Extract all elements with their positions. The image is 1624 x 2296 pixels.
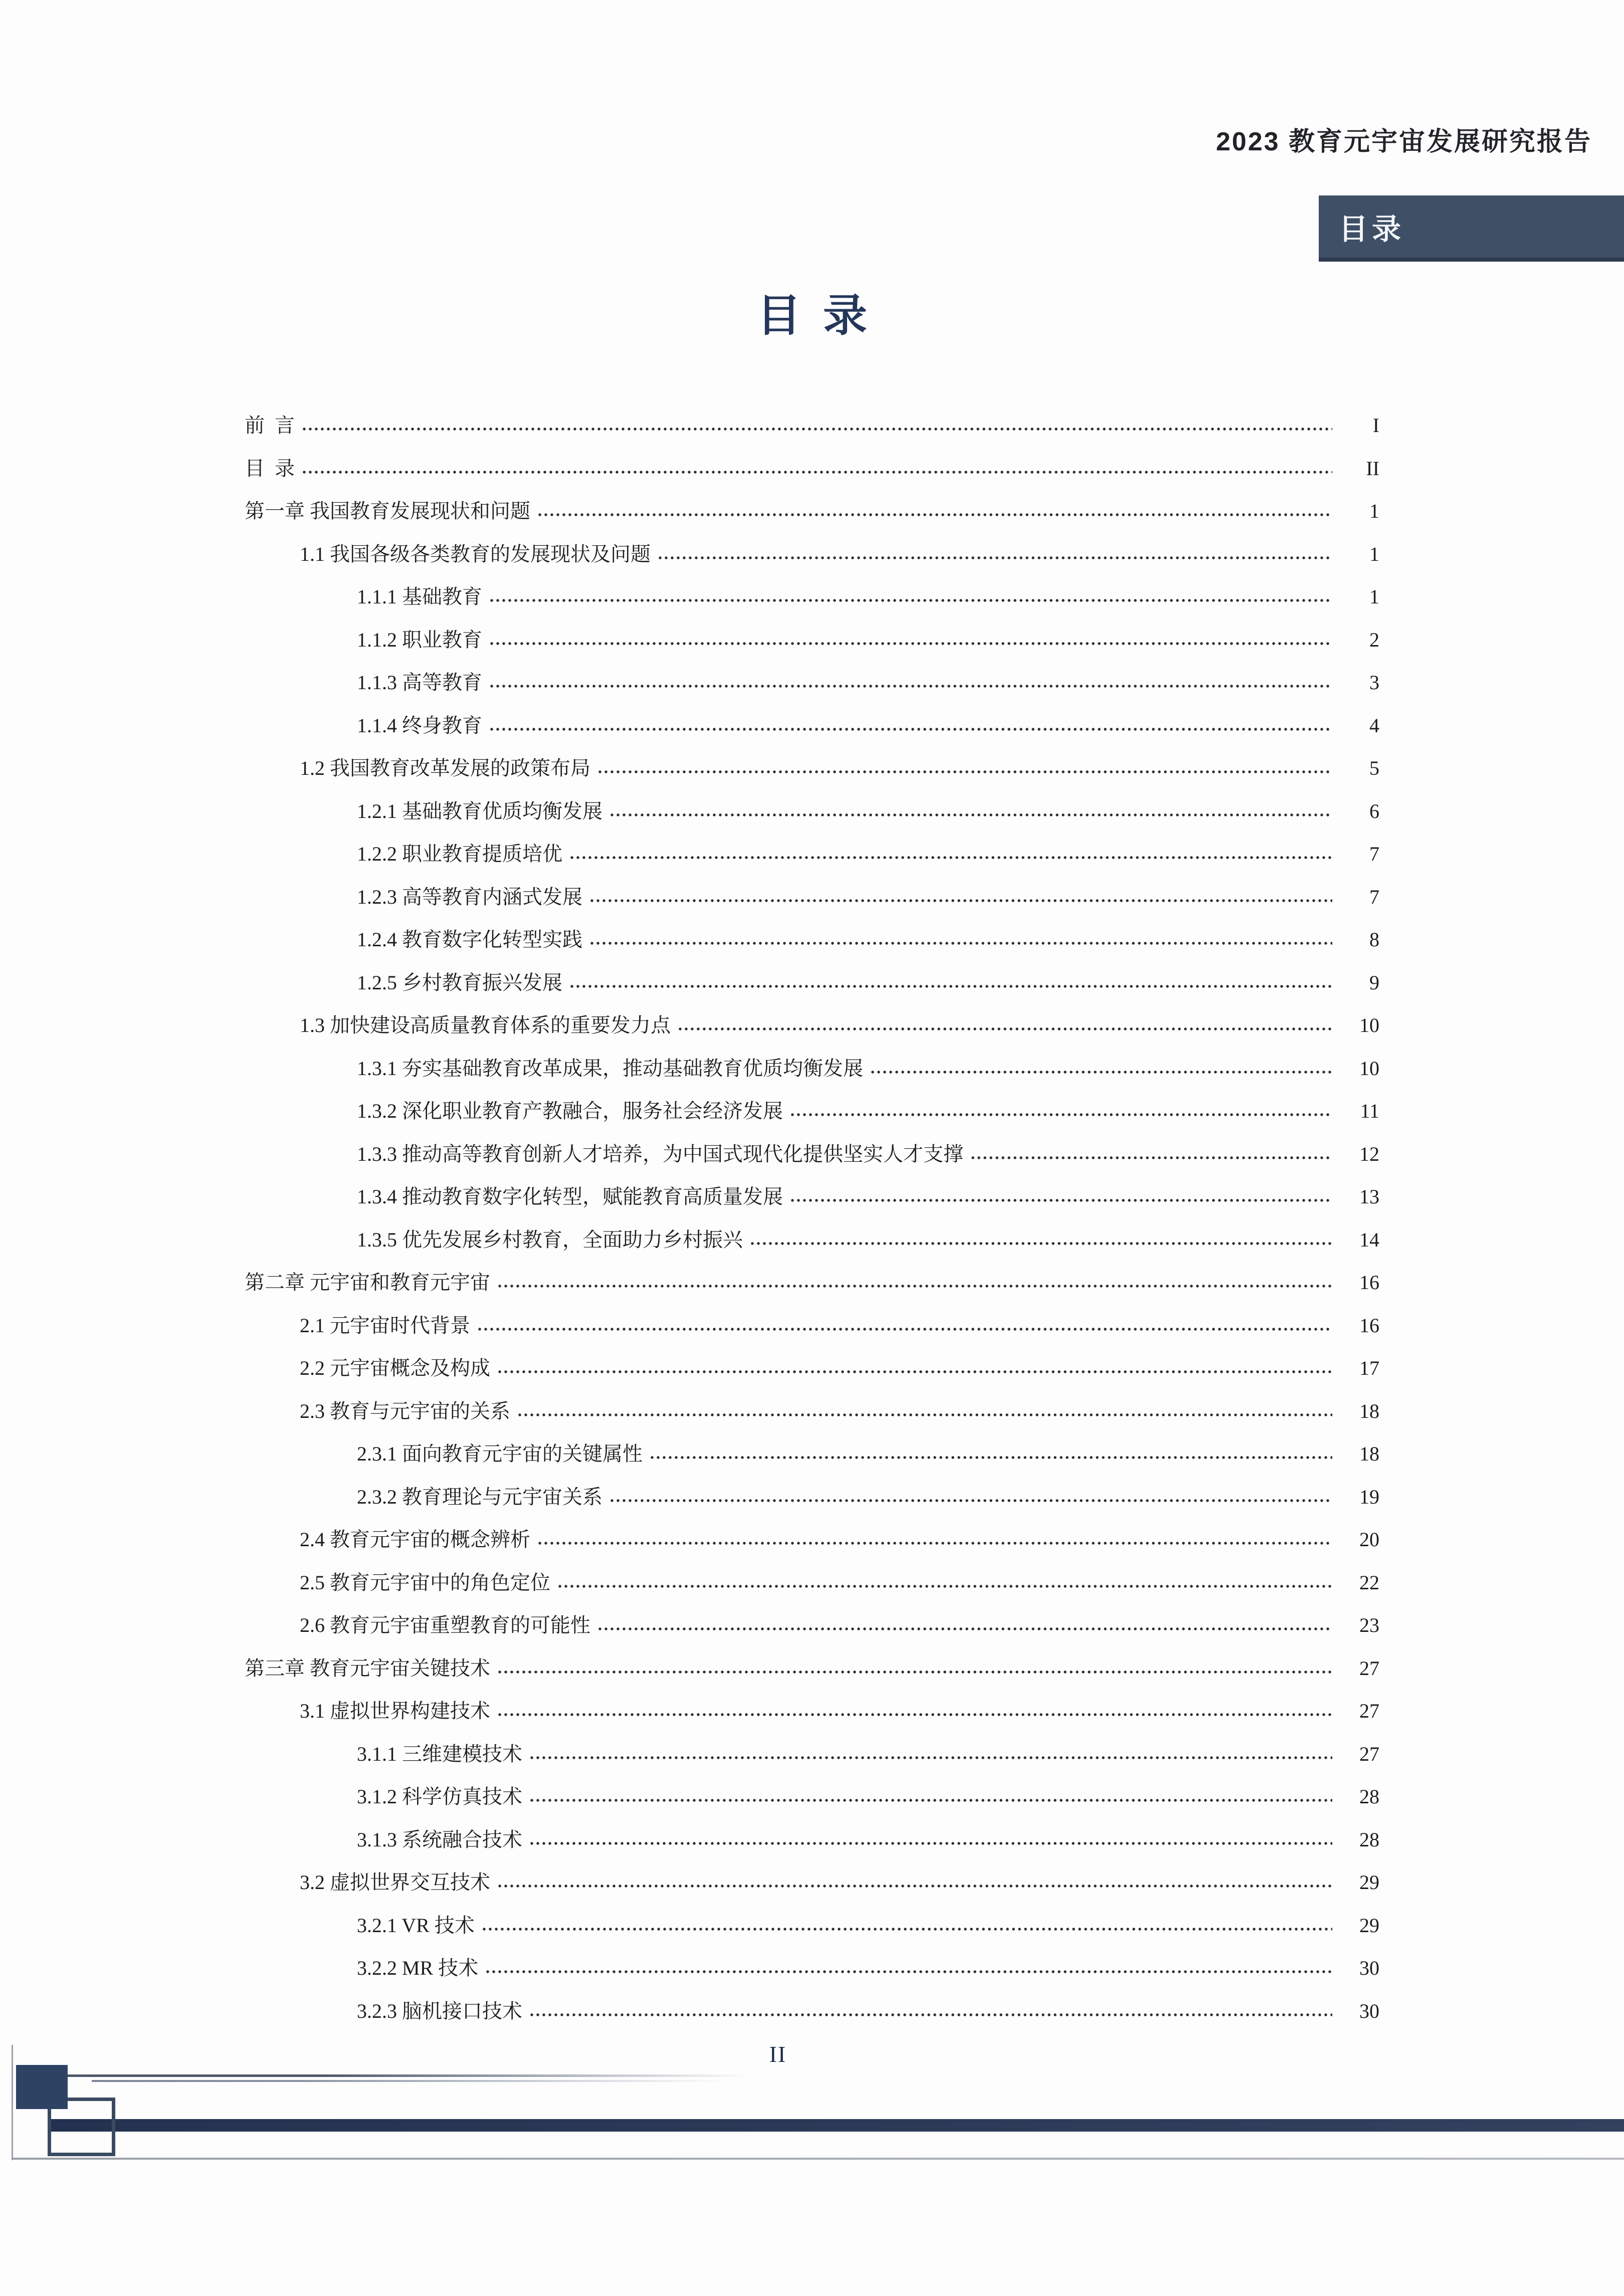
footer-thin-line-2-decor: [92, 2080, 799, 2082]
toc-entry-label: 2.5 教育元宇宙中的角色定位: [300, 1571, 550, 1594]
dot-leader: [489, 724, 1332, 732]
toc-entry-label: 3.2.1 VR 技术: [357, 1914, 475, 1937]
toc-entry-page-number: 18: [1359, 1442, 1379, 1465]
toc-entry-page-number: 10: [1359, 1014, 1379, 1036]
toc-entry[interactable]: [0, 832, 1379, 876]
toc-entry-page-number: 28: [1359, 1785, 1379, 1808]
toc-entry-label: 3.1.3 系统融合技术: [357, 1828, 522, 1851]
toc-entry-label: 1.1.2 职业教育: [357, 628, 482, 651]
toc-entry[interactable]: [0, 1861, 1379, 1904]
toc-entry-page-number: 16: [1359, 1271, 1379, 1294]
dot-leader: [557, 1581, 1332, 1589]
toc-entry[interactable]: [0, 1818, 1379, 1861]
dot-leader: [529, 1795, 1332, 1803]
toc-entry-label: 2.3.1 面向教育元宇宙的关键属性: [357, 1442, 643, 1465]
toc-entry[interactable]: [0, 918, 1379, 961]
toc-entry-label: 1.1.3 高等教育: [357, 671, 482, 694]
toc-entry-page-number: 12: [1359, 1142, 1379, 1165]
toc-entry[interactable]: [0, 404, 1379, 447]
dot-leader: [477, 1324, 1332, 1332]
toc-entry-page-number: 27: [1359, 1700, 1379, 1722]
toc-entry-page-number: 17: [1359, 1357, 1379, 1379]
toc-entry-label: 1.2 我国教育改革发展的政策布局: [300, 757, 590, 779]
toc-entry[interactable]: [0, 747, 1379, 790]
dot-leader: [870, 1067, 1332, 1075]
toc-entry-page-number: 29: [1359, 1871, 1379, 1894]
dot-leader: [569, 853, 1332, 861]
dot-leader: [489, 639, 1332, 647]
toc-entry[interactable]: [0, 1218, 1379, 1262]
toc-entry[interactable]: [0, 790, 1379, 833]
toc-entry-page-number: 18: [1359, 1399, 1379, 1422]
toc-entry[interactable]: [0, 1261, 1379, 1304]
toc-entry-page-number: 27: [1359, 1656, 1379, 1680]
toc-entry[interactable]: [0, 1175, 1379, 1218]
dot-leader: [658, 553, 1332, 561]
toc-entry-page-number: 2: [1369, 628, 1379, 651]
toc-entry-label: 1.2.5 乡村教育振兴发展: [357, 971, 562, 994]
toc-entry[interactable]: [0, 533, 1379, 576]
toc-entry[interactable]: [0, 1476, 1379, 1519]
toc-entry-label: 2.2 元宇宙概念及构成: [300, 1357, 490, 1379]
toc-entry[interactable]: [0, 1518, 1379, 1561]
toc-entry[interactable]: [0, 1561, 1379, 1604]
dot-leader: [529, 2010, 1332, 2018]
toc-entry[interactable]: [0, 447, 1379, 490]
dot-leader: [497, 1881, 1332, 1889]
dot-leader: [302, 467, 1332, 475]
dot-leader: [497, 1281, 1332, 1289]
toc-entry-label: 1.2.2 职业教育提质培优: [357, 843, 562, 865]
toc-entry[interactable]: [0, 1133, 1379, 1176]
toc-entry[interactable]: [0, 1432, 1379, 1476]
toc-entry-page-number: 30: [1359, 1957, 1379, 1979]
toc-entry[interactable]: [0, 490, 1379, 533]
toc-entry-page-number: 3: [1369, 671, 1379, 694]
dot-leader: [750, 1238, 1332, 1246]
toc-entry-page-number: 14: [1359, 1228, 1379, 1251]
toc-entry-label: 第三章 教育元宇宙关键技术: [245, 1656, 490, 1680]
toc-list: [0, 404, 1379, 2032]
toc-entry[interactable]: [0, 1604, 1379, 1647]
toc-entry-label: 3.2.2 MR 技术: [357, 1957, 479, 1979]
dot-leader: [790, 1195, 1332, 1203]
toc-entry-page-number: 1: [1369, 585, 1379, 608]
toc-entry-label: 2.4 教育元宇宙的概念辨析: [300, 1528, 530, 1551]
toc-entry-page-number: 20: [1359, 1528, 1379, 1551]
toc-entry[interactable]: [0, 704, 1379, 747]
toc-entry-page-number: 4: [1369, 714, 1379, 737]
dot-leader: [482, 1924, 1332, 1932]
toc-entry-label: 1.3.1 夯实基础教育改革成果，推动基础教育优质均衡发展: [357, 1057, 863, 1080]
toc-entry-page-number: 6: [1369, 799, 1379, 822]
toc-entry-page-number: 22: [1359, 1571, 1379, 1594]
dot-leader: [650, 1452, 1332, 1460]
toc-entry-page-number: 1: [1369, 500, 1379, 522]
dot-leader: [589, 938, 1332, 946]
dot-leader: [302, 424, 1332, 432]
toc-entry-page-number: 7: [1369, 843, 1379, 865]
toc-entry-page-number: 8: [1369, 928, 1379, 951]
toc-entry-page-number: 27: [1359, 1742, 1379, 1765]
toc-entry-page-number: 11: [1360, 1100, 1379, 1122]
toc-entry[interactable]: [0, 1390, 1379, 1433]
page-title: 目 录: [756, 292, 867, 341]
toc-entry-label: 1.1.1 基础教育: [357, 585, 482, 608]
toc-entry-page-number: I: [1372, 414, 1379, 437]
toc-entry-label: 3.1.2 科学仿真技术: [357, 1785, 522, 1808]
toc-entry-label: 3.2 虚拟世界交互技术: [300, 1871, 490, 1894]
toc-entry-label: 1.2.3 高等教育内涵式发展: [357, 885, 582, 908]
toc-entry-label: 1.1 我国各级各类教育的发展现状及问题: [300, 542, 651, 565]
toc-entry-label: 第二章 元宇宙和教育元宇宙: [245, 1271, 490, 1294]
toc-entry-page-number: 1: [1369, 542, 1379, 565]
toc-entry[interactable]: [0, 1004, 1379, 1047]
dot-leader: [597, 1624, 1332, 1632]
toc-entry[interactable]: [0, 876, 1379, 919]
toc-entry-page-number: 28: [1359, 1828, 1379, 1851]
dot-leader: [497, 1710, 1332, 1718]
toc-entry-page-number: 5: [1369, 757, 1379, 779]
toc-entry[interactable]: [0, 1304, 1379, 1347]
dot-leader: [610, 810, 1332, 818]
toc-entry-label: 目 录: [245, 457, 295, 480]
toc-entry-page-number: 7: [1369, 885, 1379, 908]
dot-leader: [610, 1496, 1332, 1504]
footer-navy-bar-decor: [50, 2119, 1624, 2132]
toc-entry[interactable]: [0, 1647, 1379, 1690]
dot-leader: [489, 681, 1332, 689]
toc-entry-page-number: 9: [1369, 971, 1379, 994]
dot-leader: [497, 1367, 1332, 1375]
toc-entry-label: 3.1 虚拟世界构建技术: [300, 1700, 490, 1722]
toc-entry-page-number: 13: [1359, 1185, 1379, 1208]
toc-entry-label: 1.3.2 深化职业教育产教融合，服务社会经济发展: [357, 1100, 783, 1122]
toc-entry-label: 前 言: [245, 414, 295, 437]
toc-entry-label: 1.2.4 教育数字化转型实践: [357, 928, 582, 951]
toc-entry-page-number: 29: [1359, 1914, 1379, 1937]
toc-entry-label: 1.3 加快建设高质量教育体系的重要发力点: [300, 1014, 671, 1036]
toc-entry[interactable]: [0, 618, 1379, 662]
dot-leader: [537, 1538, 1332, 1546]
toc-entry[interactable]: [0, 961, 1379, 1004]
dot-leader: [537, 510, 1332, 518]
dot-leader: [790, 1110, 1332, 1118]
dot-leader: [517, 1410, 1332, 1418]
toc-entry[interactable]: [0, 1733, 1379, 1776]
toc-entry[interactable]: [0, 1947, 1379, 1990]
toc-entry[interactable]: [0, 1990, 1379, 2033]
toc-entry-page-number: 19: [1359, 1485, 1379, 1508]
dot-leader: [597, 767, 1332, 775]
toc-entry-label: 2.6 教育元宇宙重塑教育的可能性: [300, 1614, 590, 1636]
toc-entry-label: 第一章 我国教育发展现状和问题: [245, 500, 530, 522]
toc-entry-page-number: 30: [1359, 1999, 1379, 2022]
toc-entry-page-number: 10: [1359, 1057, 1379, 1080]
dot-leader: [678, 1024, 1332, 1032]
toc-entry-label: 1.3.4 推动教育数字化转型，赋能教育高质量发展: [357, 1185, 783, 1208]
toc-entry[interactable]: [0, 1775, 1379, 1818]
toc-entry[interactable]: [0, 1090, 1379, 1133]
toc-tab-label: 目录: [1339, 213, 1405, 246]
toc-entry[interactable]: [0, 661, 1379, 704]
toc-entry-label: 2.3.2 教育理论与元宇宙关系: [357, 1485, 602, 1508]
toc-entry-label: 2.1 元宇宙时代背景: [300, 1314, 470, 1337]
toc-entry-label: 1.3.3 推动高等教育创新人才培养，为中国式现代化提供坚实人才支撑: [357, 1142, 963, 1165]
toc-entry[interactable]: [0, 1690, 1379, 1733]
toc-entry-page-number: II: [1366, 457, 1379, 480]
dot-leader: [529, 1753, 1332, 1761]
toc-entry[interactable]: [0, 1047, 1379, 1090]
footer-thin-line-1-decor: [68, 2074, 799, 2077]
toc-entry[interactable]: [0, 1904, 1379, 1947]
toc-entry-label: 1.1.4 终身教育: [357, 714, 482, 737]
toc-corner-tab: [1319, 195, 1624, 262]
report-title: 2023 教育元宇宙发展研究报告: [1215, 127, 1592, 156]
dot-leader: [497, 1667, 1332, 1675]
toc-entry-label: 3.2.3 脑机接口技术: [357, 1999, 522, 2022]
dot-leader: [489, 595, 1332, 603]
toc-entry-page-number: 16: [1359, 1314, 1379, 1337]
toc-entry[interactable]: [0, 1347, 1379, 1390]
toc-entry-label: 2.3 教育与元宇宙的关系: [300, 1399, 510, 1422]
toc-entry-page-number: 23: [1359, 1614, 1379, 1636]
toc-entry-label: 1.2.1 基础教育优质均衡发展: [357, 799, 602, 822]
toc-entry[interactable]: [0, 575, 1379, 618]
dot-leader: [970, 1153, 1332, 1161]
footer-bottom-line-decor: [12, 2158, 1624, 2160]
dot-leader: [589, 896, 1332, 904]
dot-leader: [569, 981, 1332, 989]
footer-page-number: II: [769, 2041, 787, 2067]
footer-vertical-line-decor: [12, 2045, 13, 2160]
footer-filled-square-decor: [16, 2065, 68, 2109]
dot-leader: [529, 1838, 1332, 1846]
toc-entry-label: 3.1.1 三维建模技术: [357, 1742, 522, 1765]
dot-leader: [485, 1967, 1332, 1975]
toc-entry-label: 1.3.5 优先发展乡村教育，全面助力乡村振兴: [357, 1228, 743, 1251]
